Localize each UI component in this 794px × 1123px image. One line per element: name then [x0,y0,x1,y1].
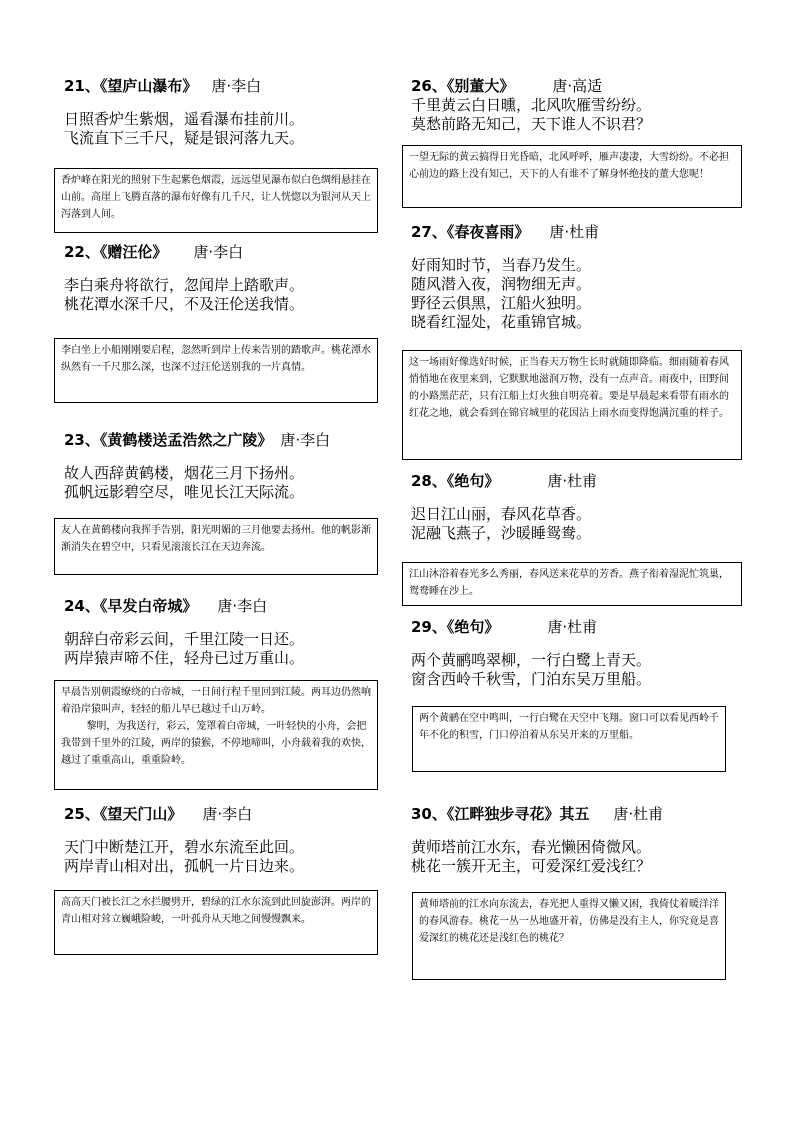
poem-title: 23、《黄鹤楼送孟浩然之广陵》 唐·李白 [64,431,331,449]
poem-27 [411,222,599,332]
poem-29 [411,617,651,689]
poem-line: 桃花潭水深千尺，不及汪伦送我情。 [64,295,305,313]
poem-author: 唐·杜甫 [547,618,598,636]
poem-23 [64,430,330,502]
poem-25 [64,804,304,876]
poem-24 [64,596,304,668]
poem-title: 24、《早发白帝城》 唐·李白 [64,597,268,615]
poem-line: 桃花一簇开无主，可爱深红爱浅红？ [411,857,652,875]
poem-28 [411,471,597,543]
poem-title: 28、《绝句》 唐·杜甫 [411,472,598,490]
poem-author: 唐·杜甫 [549,223,600,241]
poem-author: 唐·李白 [193,243,244,261]
translation-box: 香炉峰在阳光的照射下生起紫色烟霞，远远望见瀑布似白色绸绢悬挂在山前。高崖上飞腾直落的瀑布好像有几千尺，让人恍惚以为银河从天上泻落到人间。 [54,168,378,233]
translation-box: 高高天门被长江之水拦腰劈开，碧绿的江水东流到此回旋澎湃。两岸的青山相对耸立巍峨险峻，一叶孤舟从天地之间慢慢飘来。 [54,890,378,955]
poem-line: 好雨知时节，当春乃发生。 [411,256,592,274]
poem-line: 窗含西岭千秋雪，门泊东吴万里船。 [411,670,652,688]
poem-author: 唐·杜甫 [547,472,598,490]
poem-author: 唐·李白 [217,597,268,615]
poem-line: 日照香炉生紫烟，遥看瀑布挂前川。 [64,110,305,128]
poem-author: 唐·高适 [552,77,603,95]
poem-22 [64,242,304,314]
poem-line: 朝辞白帝彩云间，千里江陵一日还。 [64,630,305,648]
poem-line: 野径云俱黑，江船火独明。 [411,294,592,312]
poem-line: 飞流直下三千尺，疑是银河落九天。 [64,129,305,147]
translation-box: 江山沐浴着春光多么秀丽，春风送来花草的芳香。燕子衔着湿泥忙筑巢，鸳鸯睡在沙上。 [402,562,742,606]
poem-line: 泥融飞燕子，沙暖睡鸳鸯。 [411,524,592,542]
poem-title: 25、《望天门山》 唐·李白 [64,805,253,823]
translation-box: 早晨告别朝霞缭绕的白帝城，一日间行程千里回到江陵。两耳边仍然响着沿岸猿叫声，轻轻的船儿早已越过千山万岭。 黎明，为我送行，彩云，笼罩着白帝城，一叶轻快的小舟，会把我带到千里外的江陵，两岸的猿猴，不停地啼叫，小舟载着我的欢快，越过了重重高山，重重险岭。 [54,680,378,790]
poem-line: 天门中断楚江开，碧水东流至此回。 [64,838,305,856]
poem-line: 故人西辞黄鹤楼，烟花三月下扬州。 [64,464,305,482]
poem-line: 黄师塔前江水东，春光懒困倚微风。 [411,838,652,856]
translation-box: 李白坐上小船刚刚要启程，忽然听到岸上传来告别的踏歌声。桃花潭水纵然有一千尺那么深，也深不过汪伦送别我的一片真情。 [54,338,378,403]
poem-title: 26、《别董大》 唐·高适 [411,77,603,95]
poem-author: 唐·李白 [280,431,331,449]
poem-author: 唐·杜甫 [613,805,664,823]
poem-line: 晓看红湿处，花重锦官城。 [411,313,592,331]
poem-title: 30、《江畔独步寻花》其五 唐·杜甫 [411,805,664,823]
poem-line: 李白乘舟将欲行，忽闻岸上踏歌声。 [64,276,305,294]
translation-box: 黄师塔前的江水向东流去，春光把人重得又懒又困，我倚仗着暖洋洋的春风游春。桃花一丛一丛地盛开着，仿佛是没有主人，你究竟是喜爱深红的桃花还是浅红色的桃花？ [412,892,726,980]
poem-26 [411,76,651,134]
poem-line: 两岸猿声啼不住，轻舟已过万重山。 [64,649,305,667]
poem-title: 22、《赠汪伦》 唐·李白 [64,243,244,261]
poem-line: 两个黄鹂鸣翠柳，一行白鹭上青天。 [411,651,652,669]
translation-box: 友人在黄鹤楼向我挥手告别，阳光明媚的三月他要去扬州。他的帆影渐渐消失在碧空中，只看见滚滚长江在天边奔流。 [54,518,378,575]
poem-line: 千里黄云白日曛，北风吹雁雪纷纷。 [411,96,652,114]
translation-box: 这一场雨好像选好时候，正当春天万物生长时就随即降临。细雨随着春风悄悄地在夜里来到，它默默地滋润万物，没有一点声音。雨夜中，田野间的小路黑茫茫，只有江船上灯火独自明亮着。要是早晨起来看带有雨水的红花之地，就会看到在锦官城里的花因沾上雨水而变得饱满沉重的样子。 [402,350,742,460]
poem-line: 两岸青山相对出，孤帆一片日边来。 [64,857,305,875]
poem-title: 21、《望庐山瀑布》 唐·李白 [64,77,262,95]
translation-box: 两个黄鹂在空中鸣叫，一行白鹭在天空中飞翔。窗口可以看见西岭千年不化的积雪，门口停泊着从东吴开来的万里船。 [412,706,726,772]
poem-title: 27、《春夜喜雨》 唐·杜甫 [411,223,600,241]
translation-box: 一望无际的黄云搞得日光昏暗，北风呼呼，雁声凄凄，大雪纷纷。不必担心前边的路上没有知己，天下的人有谁不了解身怀绝技的董大您呢！ [402,145,742,208]
poem-30 [411,804,663,876]
poem-author: 唐·李白 [202,805,253,823]
poem-21 [64,76,304,148]
poem-line: 孤帆远影碧空尽，唯见长江天际流。 [64,483,305,501]
poem-author: 唐·李白 [211,77,262,95]
poem-line: 莫愁前路无知己，天下谁人不识君？ [411,115,652,133]
poem-title: 29、《绝句》 唐·杜甫 [411,618,598,636]
poem-line: 随风潜入夜，润物细无声。 [411,275,592,293]
poem-line: 迟日江山丽，春风花草香。 [411,505,592,523]
